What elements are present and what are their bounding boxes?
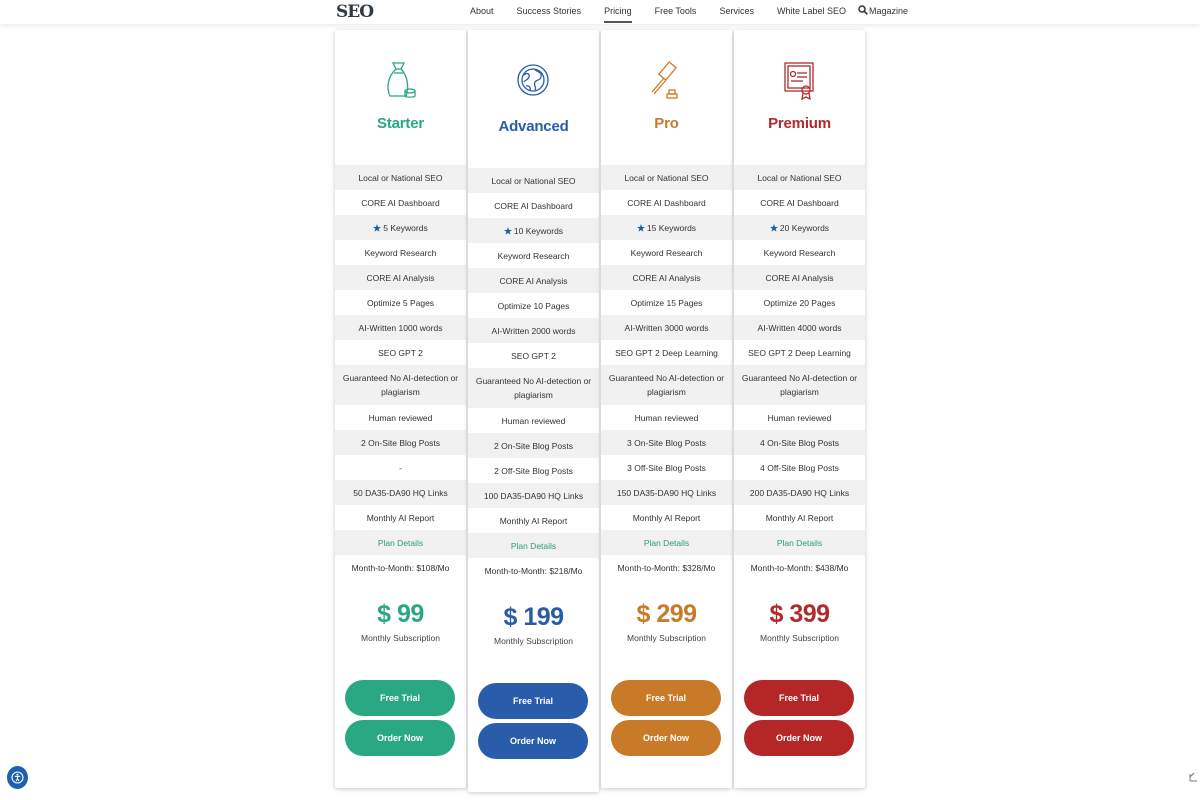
plan-details-link[interactable]: Plan Details	[601, 530, 732, 555]
feature-row: CORE AI Dashboard	[494, 200, 573, 211]
keywords-count: 20 Keywords	[779, 222, 830, 233]
feature-list	[335, 165, 466, 580]
feature-row: AI-Written 3000 words	[601, 315, 732, 340]
plan-price: $ 399	[769, 600, 830, 628]
feature-row: 50 DA35-DA90 HQ Links	[335, 480, 466, 505]
feature-row: Local or National SEO	[601, 165, 732, 190]
order-now-button[interactable]: Order Now	[478, 723, 588, 759]
nav-about[interactable]: About	[470, 6, 494, 16]
feature-row-keywords	[468, 218, 599, 243]
feature-row: Monthly AI Report	[765, 512, 834, 523]
feature-row: AI-Written 1000 words	[335, 315, 466, 340]
feature-row: Human reviewed	[368, 412, 433, 423]
feature-row: 3 Off-Site Blog Posts	[627, 462, 706, 473]
feature-row: CORE AI Analysis	[468, 268, 599, 293]
feature-row: Optimize 15 Pages	[630, 297, 703, 308]
feature-row: Guaranteed No AI-detection or plagiarism	[335, 365, 466, 405]
site-header	[0, 0, 1200, 24]
feature-row: 150 DA35-DA90 HQ Links	[601, 480, 732, 505]
star-icon	[504, 227, 512, 235]
feature-row: Keyword Research	[497, 250, 570, 261]
plan-title: Advanced	[498, 118, 569, 135]
plan-price: $ 99	[377, 600, 424, 628]
feature-row: 2 On-Site Blog Posts	[468, 433, 599, 458]
money-bag-icon	[380, 58, 420, 102]
feature-row: 3 On-Site Blog Posts	[601, 430, 732, 455]
resize-corner-icon	[1188, 772, 1198, 782]
plan-details-link[interactable]: Plan Details	[468, 533, 599, 558]
gavel-icon	[646, 58, 686, 102]
feature-row: Human reviewed	[634, 412, 699, 423]
accessibility-icon	[11, 771, 24, 784]
nav-services[interactable]: Services	[719, 6, 754, 16]
feature-row: 100 DA35-DA90 HQ Links	[468, 483, 599, 508]
feature-row: SEO GPT 2	[511, 350, 556, 361]
feature-row: 200 DA35-DA90 HQ Links	[734, 480, 865, 505]
feature-row: -	[399, 462, 402, 473]
star-icon	[770, 224, 778, 232]
feature-row: Optimize 20 Pages	[763, 297, 836, 308]
keywords-count: 5 Keywords	[383, 222, 428, 233]
nav-magazine[interactable]: Magazine	[869, 6, 909, 16]
feature-row: Guaranteed No AI-detection or plagiarism	[601, 365, 732, 405]
feature-row: SEO GPT 2	[378, 347, 423, 358]
feature-row: Local or National SEO	[734, 165, 865, 190]
plan-card-premium	[734, 30, 865, 788]
keywords-count: 15 Keywords	[646, 222, 697, 233]
plan-card-advanced	[468, 30, 599, 792]
nav-success-stories[interactable]: Success Stories	[516, 6, 582, 16]
plan-details-link[interactable]: Plan Details	[734, 530, 865, 555]
feature-row: CORE AI Dashboard	[361, 197, 440, 208]
order-now-button[interactable]: Order Now	[611, 720, 721, 756]
feature-row: 4 On-Site Blog Posts	[734, 430, 865, 455]
order-now-button[interactable]: Order Now	[744, 720, 854, 756]
plan-price-subtitle: Monthly Subscription	[627, 633, 706, 643]
site-logo[interactable]: SEO	[336, 2, 374, 22]
feature-row: Monthly AI Report	[366, 512, 435, 523]
plan-price-subtitle: Monthly Subscription	[760, 633, 839, 643]
plan-title: Starter	[377, 115, 424, 132]
feature-row: SEO GPT 2 Deep Learning	[748, 347, 851, 358]
feature-row: 4 Off-Site Blog Posts	[760, 462, 839, 473]
feature-row: SEO GPT 2 Deep Learning	[615, 347, 718, 358]
month-to-month-price: Month-to-Month: $218/Mo	[484, 565, 583, 576]
feature-row: CORE AI Dashboard	[627, 197, 706, 208]
feature-row: Local or National SEO	[468, 168, 599, 193]
plan-price: $ 299	[636, 600, 697, 628]
plan-card-starter	[335, 30, 466, 788]
feature-row: Local or National SEO	[335, 165, 466, 190]
plan-title: Pro	[654, 115, 679, 132]
feature-row: CORE AI Dashboard	[760, 197, 839, 208]
order-now-button[interactable]: Order Now	[345, 720, 455, 756]
feature-row: Human reviewed	[501, 415, 566, 426]
feature-row: CORE AI Analysis	[335, 265, 466, 290]
feature-row-keywords	[734, 215, 865, 240]
month-to-month-price: Month-to-Month: $108/Mo	[351, 562, 450, 573]
feature-row: Keyword Research	[763, 247, 836, 258]
feature-row: 2 On-Site Blog Posts	[335, 430, 466, 455]
feature-row: Guaranteed No AI-detection or plagiarism	[734, 365, 865, 405]
free-trial-button[interactable]: Free Trial	[744, 680, 854, 716]
feature-row: CORE AI Analysis	[601, 265, 732, 290]
feature-list	[601, 165, 732, 580]
nav-pricing[interactable]: Pricing	[604, 0, 632, 24]
star-icon	[373, 224, 381, 232]
plan-card-pro	[601, 30, 732, 788]
feature-row: Keyword Research	[364, 247, 437, 258]
month-to-month-price: Month-to-Month: $438/Mo	[750, 562, 849, 573]
plan-title: Premium	[768, 115, 831, 132]
search-icon[interactable]	[858, 5, 868, 15]
feature-list	[468, 168, 599, 583]
feature-row-keywords	[601, 215, 732, 240]
free-trial-button[interactable]: Free Trial	[478, 683, 588, 719]
plan-price-subtitle: Monthly Subscription	[361, 633, 440, 643]
feature-row-keywords	[335, 215, 466, 240]
feature-row: Guaranteed No AI-detection or plagiarism	[468, 368, 599, 408]
month-to-month-price: Month-to-Month: $328/Mo	[617, 562, 716, 573]
globe-icon	[513, 58, 553, 102]
feature-row: Human reviewed	[767, 412, 832, 423]
free-trial-button[interactable]: Free Trial	[345, 680, 455, 716]
plan-price: $ 199	[503, 603, 564, 631]
free-trial-button[interactable]: Free Trial	[611, 680, 721, 716]
feature-row: Monthly AI Report	[632, 512, 701, 523]
certificate-icon	[779, 58, 819, 102]
feature-row: AI-Written 2000 words	[468, 318, 599, 343]
keywords-count: 10 Keywords	[513, 225, 564, 236]
feature-row: CORE AI Analysis	[734, 265, 865, 290]
feature-list	[734, 165, 865, 580]
plan-price-subtitle: Monthly Subscription	[494, 636, 573, 646]
feature-row: 2 Off-Site Blog Posts	[494, 465, 573, 476]
feature-row: Optimize 5 Pages	[366, 297, 435, 308]
nav-white-label-seo[interactable]: White Label SEO	[776, 6, 846, 16]
accessibility-button[interactable]	[7, 766, 28, 789]
feature-row: Keyword Research	[630, 247, 703, 258]
star-icon	[637, 224, 645, 232]
plan-details-link[interactable]: Plan Details	[335, 530, 466, 555]
nav-free-tools[interactable]: Free Tools	[654, 6, 697, 16]
feature-row: Monthly AI Report	[499, 515, 568, 526]
feature-row: Optimize 10 Pages	[497, 300, 570, 311]
feature-row: AI-Written 4000 words	[734, 315, 865, 340]
